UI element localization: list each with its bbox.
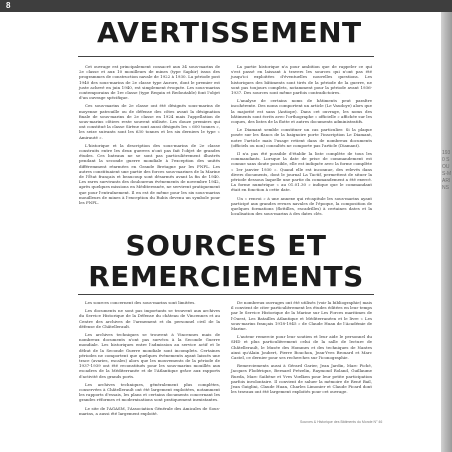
section-title-avertissement: AVERTISSEMENT <box>97 16 362 49</box>
paragraph: Remerciements aussi à Gérard Garier, Jean Jardin, Marc Piché, Jacques Flodérique, Bernard Prézelin, Raymond Roland, Guillaume Rueda, Marc Saibène et Yves Voelken pour leur petite participation parfois involontaire. Il convient de saluer la mémoire de René Bail, Jean Guiglini, Claude Huan, Charles Limonier et Claude Picard dont les travaux ont été largement exploités pour cet ouvrage. <box>231 363 372 395</box>
paragraph: L'auteur remercie pour leur soutien et leur aide le personnel du SHD et plus particulièrement celui de la salle de lecture de Châtellerault, le Musée des Hommes et des techniques de Nantes ainsi qu'Alain Joubert, Pierre Bouchon, Jean-Yves Brouard et Marc Castel, ce dernier pour ses recherches sur l'iconographie. <box>231 334 372 361</box>
paragraph: Le Diamant semble constituer un cas particulier. Si la plaque posée sur les flancs de la baignoire porte l'inscription Le Diamant, notre l'article mais l'usage retient dans de nombreux documents (officiels ou non) consultés ne comporte pas l'article (Diamant). <box>231 127 372 148</box>
paragraph: L'analyse de certains noms de bâtiments peut paraître incohérente. Des noms comportent un article (Le Vaudoye) alors que la majorité est sans (Antiope). Dans cet ouvrage, les noms des bâtiments sont écrits avec l'orthographe « officielle » affichée sur les coques, des listes de la flotte et autres documents administratifs. <box>231 98 372 125</box>
paragraph: Les archives techniques, généralement plus complètes, conservées à Châtellerault ont été largement exploitées, notamment les rapports d'essais, les plans et certains documents concernant les grandes réformes et modernisations sont pratiquement inexistantes. <box>79 381 220 403</box>
paragraph: Les sources concernent des sous-marins sont limitées. <box>85 300 196 305</box>
title-rule <box>78 294 374 295</box>
next-page-edge <box>441 12 452 452</box>
page-footer: Sources & Historique des Bâtiments du Monde N° 46 <box>300 420 383 424</box>
text-column-3 <box>79 300 220 419</box>
paragraph: Les documents ne sont pas importants se trouvent aux archives du Service Historique de la Défense du château de Vincennes et au Centre des archives de l'armement et du personnel civil de la défense de Châtellerault. <box>79 308 220 329</box>
paragraph: Il n'a pas été possible d'établir la liste complète de tous les commandants. Lorsque la date de prise de commandement est connue sans doute possible, elle est indiquée avec la forme complète « 1er janvier 1930 ». Quand elle est inconnue, des relevés dans divers documents, dont le journal La Tactif, permettent de situer la période dessous laquelle une partie du commandement a été exercé. La forme numérique « au 01.01.30 » indique que le commandant était en fonction à cette date. <box>231 151 372 193</box>
text-column-2 <box>231 64 372 219</box>
title-rule <box>78 56 374 57</box>
title-line-2: REMERCIEMENTS <box>88 260 364 293</box>
paragraph: La partie historique n'a pour ambition que de rappeler ce qui s'est passé en laissant à travers les sources qui n'ont pas été jusqu'ici exploitées d'éventuelles nouvelles questions. Les historiques des bâtiments sont tirés de la période de la guerre, ne sont pas toujours complets, notamment pour la période avant 1936-1937. Des sources sont même parfois contradictoires. <box>231 64 372 96</box>
text-column-1 <box>79 64 220 208</box>
section-title-sources <box>78 230 374 292</box>
edge-text: 1930 SOUS-MARINS <box>442 150 452 191</box>
paragraph: Ces sous-marins de 2e classe ont été désignés sous-marins de moyenne patrouille ou de défense des côtes avant la désignation finale de sous-marins de 2e classe en 1924 mais l'appellation de sous-marins côtiers reste souvent utilisée. Les douze premiers qui ont constitué la classe Sirène sont aussi désignés les « 600 tonnes », les seize suivants sont les 630 tonnes et les six derniers le type « Amirauté ». <box>79 103 220 140</box>
paragraph: Cet ouvrage est principalement consacré aux 34 sous-marins de 2e classe et aux 10 mouilleurs de mines (type Saphir) issus des programmes de construction navale de 1922 à 1930. La période post 1940 des sous-marins de 2e classe type Aurore, dont le premier est juste achevé en juin 1940, est simplement évoquée. Les sous-marins contemporains de 1re classe (type Requin et Redoutable) font l'objet d'un ouvrage spécifique. <box>79 64 220 101</box>
top-bar <box>0 0 452 12</box>
paragraph: Un « renvoi » à une annexe qui récapitule les sous-marins ayant participé aux grandes revues navales de l'époque, la composition de quelques formations (flottilles, escadrilles) à certaines dates et la localisation des sous-marins à des dates clés. <box>231 195 372 217</box>
paragraph: De nombreux ouvrages ont été utilisés (voir la bibliographie) mais il convient de citer particulièrement les études éditées en leur temps par le Service Historique de la Marine sur Les Forces maritimes de l'Ouest, Les Batailles Atlantique et Méditerranéen et le livre « Les sous-marins français 1918-1945 » de Claude Huan de l'Académie de Marine. <box>231 300 372 332</box>
paragraph: Le site de l'AGASM, l'Association Générale des Amicales de Sous-marins, a aussi été largement exploité. <box>79 405 220 416</box>
text-column-4 <box>231 300 372 397</box>
title-line-1: SOURCES ET <box>125 229 327 262</box>
paragraph: Les archives techniques se trouvent à Vincennes mais de nombreux documents n'ont pas survécu à la Seconde Guerre mondiale. Les historiques entre l'admission au service actif et le début de la Seconde Guerre mondiale sont incomplets. Certaines périodes ne comportent que quelques évènements ayant laissés une trace (avaries, escales) alors que les mouvements de la période de 1937-1939 ont été reconstitués pour les sous-marins mouillés aux escadres de la Méditerranée et de l'Atlantique grâce aux rapports d'activité des grands ports. <box>79 332 220 379</box>
paragraph: L'historique et la description des sous-marins de 2e classe construits entre les deux guerres n'ont pas fait l'objet de grandes études. Ces bateaux ne se sont pas particulièrement illustrés pendant la seconde guerre mondiale à l'exception des unités différemment réarmées en Grande Bretagne par les FNFL. Les autres constituaient une partie des forces sous-marines de la Marine de l'État français et beaucoup sont désarmés avant la fin de 1940. Les rares survivants des douloureux évènements de novembre 1942, après quelques missions en Méditerranée, ne servirent pratiquement que pour l'entraînement. Il en est de même pour les six sous-marins mouilleurs de mines à l'exception du Rubis devenu un symbole pour les FNFL. <box>79 142 220 206</box>
page-number: 8 <box>6 1 11 10</box>
